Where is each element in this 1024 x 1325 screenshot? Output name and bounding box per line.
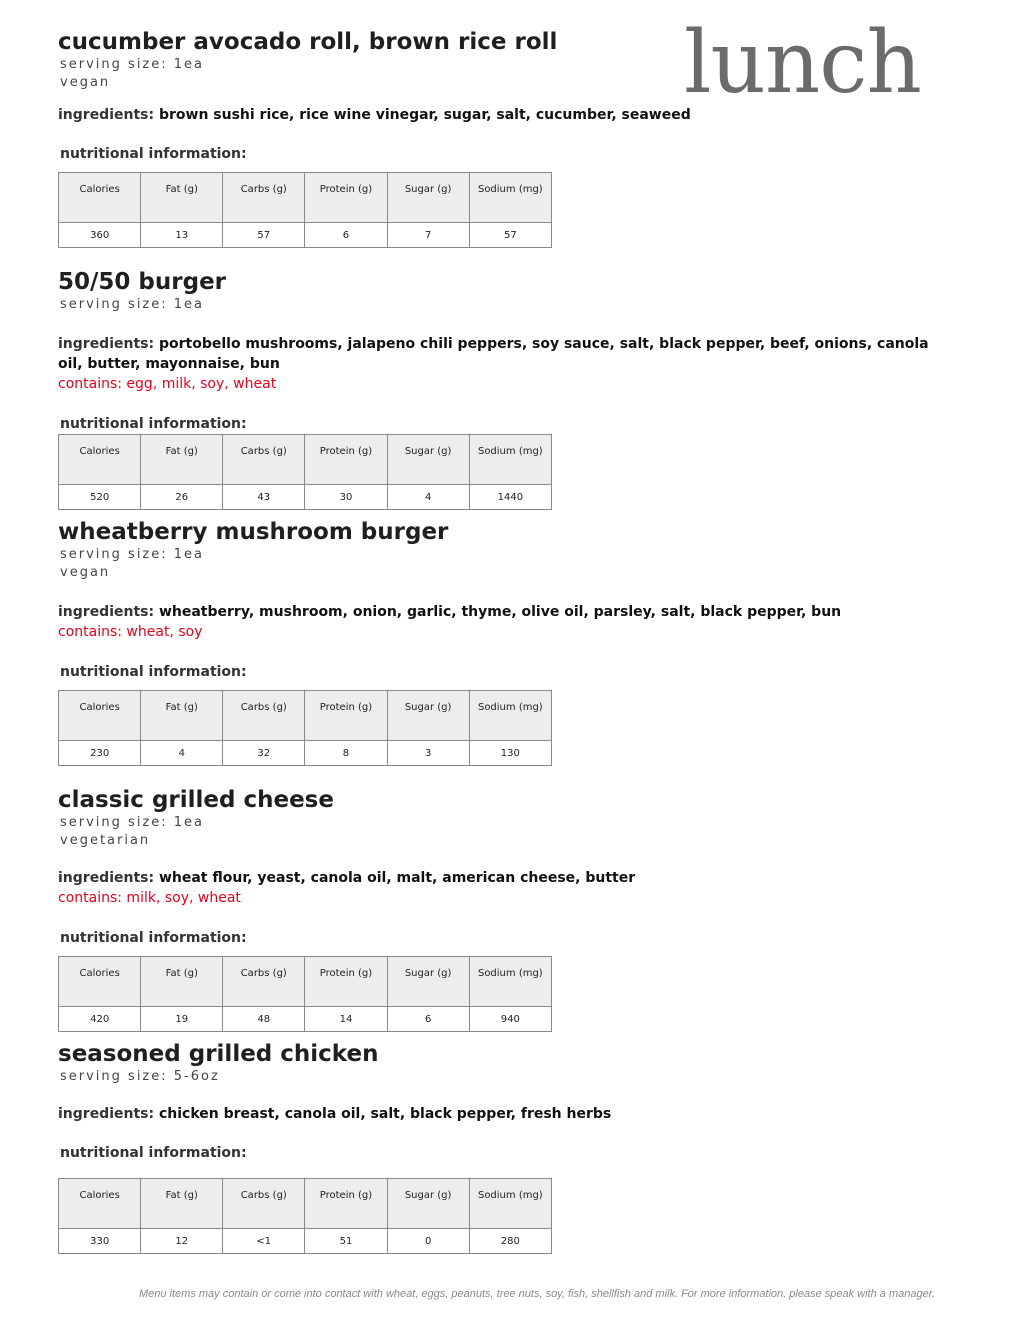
ingredients-label: ingredients: bbox=[58, 336, 155, 352]
nutrition-header-row bbox=[59, 691, 552, 741]
value-fat: 4 bbox=[141, 741, 223, 766]
nutrition-table bbox=[58, 434, 552, 510]
item-name: cucumber avocado roll, brown rice roll bbox=[58, 29, 558, 55]
value-sugar: 6 bbox=[387, 1007, 469, 1032]
item-name: wheatberry mushroom burger bbox=[58, 519, 449, 545]
nutrition-header-row bbox=[59, 173, 552, 223]
allergen-contains: contains: egg, milk, soy, wheat bbox=[58, 376, 277, 392]
value-sugar: 4 bbox=[387, 485, 469, 510]
nutrition-table bbox=[58, 690, 552, 766]
menu-item bbox=[58, 268, 938, 510]
allergen-footer-note: Menu items may contain or come into contact with wheat, eggs, peanuts, tree nuts, soy, fish, shellfish and milk. For more information, please speak with a manager. bbox=[138, 1288, 936, 1300]
value-sodium: 57 bbox=[469, 223, 551, 248]
value-calories: 520 bbox=[59, 485, 141, 510]
item-name: seasoned grilled chicken bbox=[58, 1041, 379, 1067]
ingredients bbox=[58, 1104, 938, 1124]
header-sodium: Sodium (mg) bbox=[469, 957, 551, 1007]
nutrition-heading: nutritional information: bbox=[60, 930, 247, 946]
nutrition-values-row bbox=[59, 1229, 552, 1254]
header-fat: Fat (g) bbox=[141, 957, 223, 1007]
header-protein: Protein (g) bbox=[305, 173, 387, 223]
value-sodium: 1440 bbox=[469, 485, 551, 510]
ingredients bbox=[58, 868, 938, 888]
value-fat: 13 bbox=[141, 223, 223, 248]
menu-item bbox=[58, 1040, 938, 1254]
value-sugar: 0 bbox=[387, 1229, 469, 1254]
header-carbs: Carbs (g) bbox=[223, 1179, 305, 1229]
header-sugar: Sugar (g) bbox=[387, 691, 469, 741]
ingredients bbox=[58, 105, 938, 125]
nutrition-heading: nutritional information: bbox=[60, 416, 247, 432]
nutrition-header-row bbox=[59, 435, 552, 485]
value-calories: 230 bbox=[59, 741, 141, 766]
item-name: 50/50 burger bbox=[58, 269, 227, 295]
header-calories: Calories bbox=[59, 435, 141, 485]
header-sugar: Sugar (g) bbox=[387, 435, 469, 485]
serving-size: serving size: 5-6oz bbox=[60, 1069, 220, 1084]
ingredients bbox=[58, 602, 938, 622]
menu-item bbox=[58, 28, 938, 248]
ingredients-text: brown sushi rice, rice wine vinegar, sugar, salt, cucumber, seaweed bbox=[158, 107, 691, 123]
header-protein: Protein (g) bbox=[305, 435, 387, 485]
menu-item bbox=[58, 518, 938, 766]
value-carbs: <1 bbox=[223, 1229, 305, 1254]
header-fat: Fat (g) bbox=[141, 691, 223, 741]
header-sugar: Sugar (g) bbox=[387, 957, 469, 1007]
diet-tag: vegan bbox=[60, 75, 111, 90]
nutrition-values-row bbox=[59, 1007, 552, 1032]
header-calories: Calories bbox=[59, 1179, 141, 1229]
serving-size: serving size: 1ea bbox=[60, 297, 204, 312]
value-sugar: 3 bbox=[387, 741, 469, 766]
allergen-contains: contains: milk, soy, wheat bbox=[58, 890, 241, 906]
serving-size: serving size: 1ea bbox=[60, 547, 204, 562]
allergen-contains: contains: wheat, soy bbox=[58, 624, 203, 640]
header-fat: Fat (g) bbox=[141, 173, 223, 223]
nutrition-heading: nutritional information: bbox=[60, 1145, 247, 1161]
header-calories: Calories bbox=[59, 957, 141, 1007]
header-carbs: Carbs (g) bbox=[223, 957, 305, 1007]
page-title: lunch bbox=[684, 13, 921, 113]
ingredients-label: ingredients: bbox=[58, 870, 155, 886]
value-protein: 14 bbox=[305, 1007, 387, 1032]
value-sugar: 7 bbox=[387, 223, 469, 248]
value-sodium: 940 bbox=[469, 1007, 551, 1032]
item-name: classic grilled cheese bbox=[58, 787, 334, 813]
ingredients-text: chicken breast, canola oil, salt, black pepper, fresh herbs bbox=[158, 1106, 612, 1122]
header-sodium: Sodium (mg) bbox=[469, 691, 551, 741]
header-protein: Protein (g) bbox=[305, 1179, 387, 1229]
header-fat: Fat (g) bbox=[141, 1179, 223, 1229]
nutrition-values-row bbox=[59, 223, 552, 248]
header-protein: Protein (g) bbox=[305, 691, 387, 741]
value-calories: 420 bbox=[59, 1007, 141, 1032]
value-carbs: 57 bbox=[223, 223, 305, 248]
ingredients-text: portobello mushrooms, jalapeno chili peppers, soy sauce, salt, black pepper, beef, onions, canola oil, butter, mayonnaise, bun bbox=[58, 336, 929, 372]
header-sodium: Sodium (mg) bbox=[469, 173, 551, 223]
nutrition-heading: nutritional information: bbox=[60, 146, 247, 162]
header-calories: Calories bbox=[59, 691, 141, 741]
ingredients-label: ingredients: bbox=[58, 107, 155, 123]
ingredients-label: ingredients: bbox=[58, 1106, 155, 1122]
value-sodium: 130 bbox=[469, 741, 551, 766]
diet-tag: vegetarian bbox=[60, 833, 151, 848]
nutrition-header-row bbox=[59, 1179, 552, 1229]
header-sugar: Sugar (g) bbox=[387, 1179, 469, 1229]
nutrition-table bbox=[58, 1178, 552, 1254]
value-carbs: 48 bbox=[223, 1007, 305, 1032]
header-sugar: Sugar (g) bbox=[387, 173, 469, 223]
value-sodium: 280 bbox=[469, 1229, 551, 1254]
value-protein: 51 bbox=[305, 1229, 387, 1254]
nutrition-heading: nutritional information: bbox=[60, 664, 247, 680]
header-carbs: Carbs (g) bbox=[223, 435, 305, 485]
value-fat: 26 bbox=[141, 485, 223, 510]
value-fat: 19 bbox=[141, 1007, 223, 1032]
value-protein: 6 bbox=[305, 223, 387, 248]
value-calories: 330 bbox=[59, 1229, 141, 1254]
header-protein: Protein (g) bbox=[305, 957, 387, 1007]
ingredients-text: wheatberry, mushroom, onion, garlic, thyme, olive oil, parsley, salt, black pepper, bun bbox=[158, 604, 842, 620]
value-fat: 12 bbox=[141, 1229, 223, 1254]
header-fat: Fat (g) bbox=[141, 435, 223, 485]
value-protein: 8 bbox=[305, 741, 387, 766]
nutrition-table bbox=[58, 172, 552, 248]
ingredients-label: ingredients: bbox=[58, 604, 155, 620]
nutrition-table bbox=[58, 956, 552, 1032]
header-sodium: Sodium (mg) bbox=[469, 1179, 551, 1229]
header-carbs: Carbs (g) bbox=[223, 173, 305, 223]
value-calories: 360 bbox=[59, 223, 141, 248]
serving-size: serving size: 1ea bbox=[60, 815, 204, 830]
value-protein: 30 bbox=[305, 485, 387, 510]
ingredients bbox=[58, 334, 938, 374]
nutrition-values-row bbox=[59, 741, 552, 766]
serving-size: serving size: 1ea bbox=[60, 57, 204, 72]
header-calories: Calories bbox=[59, 173, 141, 223]
nutrition-values-row bbox=[59, 485, 552, 510]
diet-tag: vegan bbox=[60, 565, 111, 580]
header-sodium: Sodium (mg) bbox=[469, 435, 551, 485]
header-carbs: Carbs (g) bbox=[223, 691, 305, 741]
menu-item bbox=[58, 786, 938, 1032]
value-carbs: 32 bbox=[223, 741, 305, 766]
nutrition-header-row bbox=[59, 957, 552, 1007]
value-carbs: 43 bbox=[223, 485, 305, 510]
ingredients-text: wheat flour, yeast, canola oil, malt, american cheese, butter bbox=[158, 870, 636, 886]
